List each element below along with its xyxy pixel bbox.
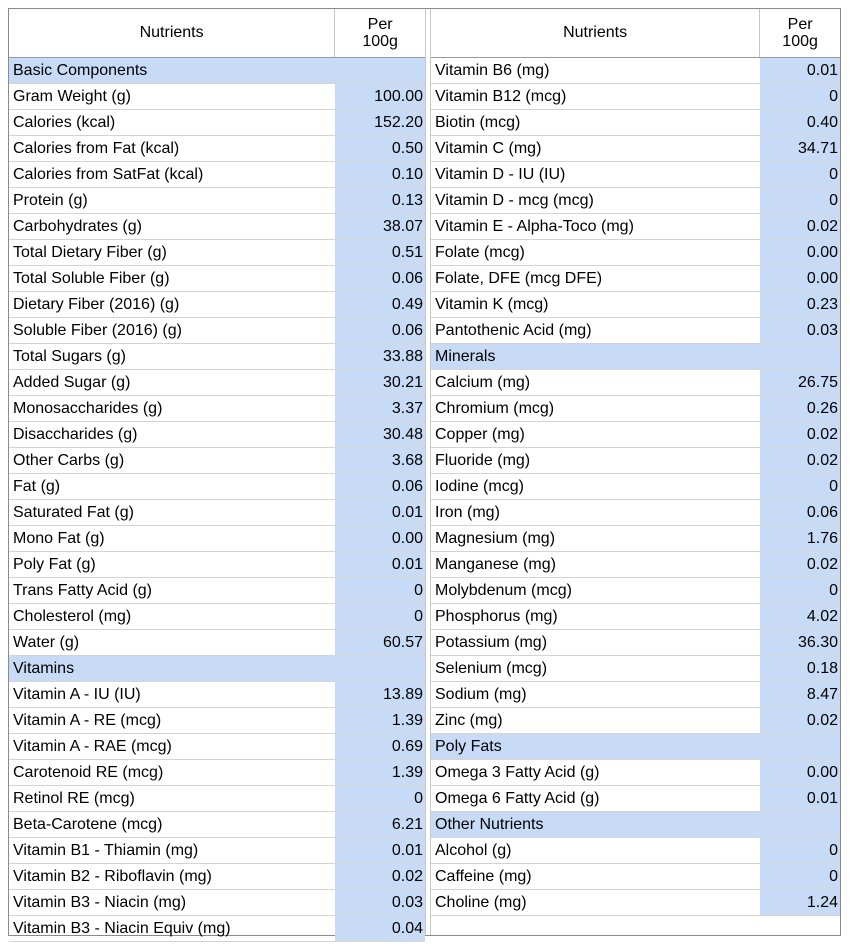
nutrient-name: Alcohol (g) xyxy=(435,841,512,859)
table-row xyxy=(9,500,425,526)
nutrient-name: Vitamin D - IU (IU) xyxy=(435,165,566,183)
section-label: Basic Components xyxy=(13,61,148,79)
section-header xyxy=(9,58,425,84)
nutrient-value: 0.23 xyxy=(760,292,840,317)
table-row xyxy=(431,604,840,630)
nutrient-name: Gram Weight (g) xyxy=(13,87,131,105)
nutrient-value: 0.02 xyxy=(760,214,840,239)
table-row xyxy=(9,162,425,188)
nutrient-value: 0.03 xyxy=(760,318,840,343)
nutrient-value: 1.39 xyxy=(335,708,425,733)
nutrient-name: Iodine (mcg) xyxy=(435,477,524,495)
nutrient-name: Poly Fat (g) xyxy=(13,555,96,573)
nutrient-name: Total Sugars (g) xyxy=(13,347,126,365)
table-row xyxy=(431,240,840,266)
nutrient-value: 4.02 xyxy=(760,604,840,629)
nutrient-name: Manganese (mg) xyxy=(435,555,556,573)
table-row xyxy=(431,110,840,136)
table-row xyxy=(9,240,425,266)
nutrient-name: Carbohydrates (g) xyxy=(13,217,142,235)
nutrient-name: Protein (g) xyxy=(13,191,88,209)
nutrient-name: Choline (mg) xyxy=(435,893,527,911)
nutrient-value: 0.02 xyxy=(760,708,840,733)
nutrient-name: Total Dietary Fiber (g) xyxy=(13,243,167,261)
table-row xyxy=(431,448,840,474)
nutrient-name: Phosphorus (mg) xyxy=(435,607,558,625)
nutrient-value: 33.88 xyxy=(335,344,425,369)
nutrient-value: 152.20 xyxy=(335,110,425,135)
nutrient-name: Beta-Carotene (mcg) xyxy=(13,815,163,833)
section-header xyxy=(431,734,840,760)
nutrient-value: 0 xyxy=(760,162,840,187)
nutrient-name: Water (g) xyxy=(13,633,80,651)
nutrient-value: 30.48 xyxy=(335,422,425,447)
section-header xyxy=(431,344,840,370)
table-row xyxy=(9,214,425,240)
section-label: Minerals xyxy=(435,347,496,365)
table-row xyxy=(9,838,425,864)
table-row xyxy=(9,916,425,942)
nutrient-value: 0.00 xyxy=(760,240,840,265)
nutrient-name: Calories from SatFat (kcal) xyxy=(13,165,204,183)
nutrient-value: 0.69 xyxy=(335,734,425,759)
nutrient-name: Vitamin A - IU (IU) xyxy=(13,685,141,703)
nutrient-name: Vitamin A - RE (mcg) xyxy=(13,711,162,729)
header-nutrients: Nutrients xyxy=(431,9,760,57)
table-row xyxy=(431,188,840,214)
table-row xyxy=(431,786,840,812)
table-row xyxy=(9,344,425,370)
table-row xyxy=(431,214,840,240)
nutrient-value: 38.07 xyxy=(335,214,425,239)
table-row xyxy=(431,84,840,110)
nutrient-name: Mono Fat (g) xyxy=(13,529,105,547)
table-row xyxy=(9,682,425,708)
nutrient-name: Chromium (mcg) xyxy=(435,399,555,417)
nutrient-value: 0.01 xyxy=(760,58,840,83)
table-row xyxy=(431,422,840,448)
nutrient-value: 0 xyxy=(335,604,425,629)
nutrient-value: 0 xyxy=(335,786,425,811)
table-row xyxy=(9,786,425,812)
nutrient-value: 13.89 xyxy=(335,682,425,707)
table-row xyxy=(9,292,425,318)
nutrient-value: 0.49 xyxy=(335,292,425,317)
nutrient-value: 0.06 xyxy=(760,500,840,525)
nutrient-name: Folate (mcg) xyxy=(435,243,525,261)
nutrient-value: 0.01 xyxy=(760,786,840,811)
nutrient-name: Monosaccharides (g) xyxy=(13,399,163,417)
table-row xyxy=(9,266,425,292)
table-row xyxy=(431,136,840,162)
nutrient-value: 3.37 xyxy=(335,396,425,421)
nutrient-name: Biotin (mcg) xyxy=(435,113,521,131)
nutrient-value: 8.47 xyxy=(760,682,840,707)
table-row xyxy=(431,396,840,422)
table-row xyxy=(431,292,840,318)
right-column xyxy=(431,9,840,935)
header-nutrients: Nutrients xyxy=(9,9,335,57)
nutrient-name: Vitamin B2 - Riboflavin (mg) xyxy=(13,867,212,885)
nutrient-value: 0.01 xyxy=(335,552,425,577)
nutrient-value: 0 xyxy=(760,838,840,863)
nutrient-name: Vitamin K (mcg) xyxy=(435,295,549,313)
left-rows xyxy=(9,58,425,942)
nutrient-name: Vitamin A - RAE (mcg) xyxy=(13,737,172,755)
nutrient-name: Folate, DFE (mcg DFE) xyxy=(435,269,603,287)
nutrient-name: Calories from Fat (kcal) xyxy=(13,139,180,157)
nutrient-name: Omega 6 Fatty Acid (g) xyxy=(435,789,600,807)
nutrient-name: Fluoride (mg) xyxy=(435,451,531,469)
table-row xyxy=(9,734,425,760)
table-row xyxy=(9,370,425,396)
section-label: Vitamins xyxy=(13,659,75,677)
table-row xyxy=(431,58,840,84)
nutrient-value: 0 xyxy=(760,84,840,109)
nutrient-value: 0.02 xyxy=(760,422,840,447)
table-row xyxy=(431,500,840,526)
nutrient-name: Zinc (mg) xyxy=(435,711,503,729)
table-row xyxy=(431,890,840,916)
nutrient-value: 34.71 xyxy=(760,136,840,161)
nutrient-name: Disaccharides (g) xyxy=(13,425,138,443)
nutrient-name: Molybdenum (mcg) xyxy=(435,581,572,599)
nutrient-value: 3.68 xyxy=(335,448,425,473)
nutrient-value: 0.10 xyxy=(335,162,425,187)
nutrient-name: Added Sugar (g) xyxy=(13,373,131,391)
nutrient-name: Retinol RE (mcg) xyxy=(13,789,135,807)
table-row xyxy=(9,604,425,630)
table-row xyxy=(431,318,840,344)
nutrient-name: Vitamin E - Alpha-Toco (mg) xyxy=(435,217,634,235)
table-row xyxy=(9,552,425,578)
table-row xyxy=(431,864,840,890)
nutrient-name: Cholesterol (mg) xyxy=(13,607,132,625)
nutrient-value: 1.76 xyxy=(760,526,840,551)
nutrient-value: 0.03 xyxy=(335,890,425,915)
nutrient-value: 1.39 xyxy=(335,760,425,785)
table-row xyxy=(9,890,425,916)
nutrient-name: Soluble Fiber (2016) (g) xyxy=(13,321,182,339)
table-row xyxy=(9,578,425,604)
nutrient-value: 1.24 xyxy=(760,890,840,915)
nutrient-value: 0.26 xyxy=(760,396,840,421)
table-row xyxy=(431,708,840,734)
nutrient-name: Fat (g) xyxy=(13,477,61,495)
nutrient-name: Potassium (mg) xyxy=(435,633,548,651)
nutrient-name: Vitamin B3 - Niacin Equiv (mg) xyxy=(13,919,231,937)
nutrient-name: Omega 3 Fatty Acid (g) xyxy=(435,763,600,781)
nutrient-name: Other Carbs (g) xyxy=(13,451,125,469)
table-row xyxy=(9,526,425,552)
table-row xyxy=(9,318,425,344)
nutrient-name: Iron (mg) xyxy=(435,503,500,521)
nutrient-value: 6.21 xyxy=(335,812,425,837)
nutrient-table xyxy=(8,8,841,936)
section-header xyxy=(431,812,840,838)
header-per-100g: Per 100g xyxy=(782,16,818,50)
nutrient-value: 0.01 xyxy=(335,500,425,525)
table-row xyxy=(431,682,840,708)
nutrient-value: 0.00 xyxy=(760,266,840,291)
table-row xyxy=(9,396,425,422)
nutrient-name: Calcium (mg) xyxy=(435,373,531,391)
nutrient-value: 0.00 xyxy=(760,760,840,785)
table-row xyxy=(9,474,425,500)
nutrient-value: 0.13 xyxy=(335,188,425,213)
nutrient-value: 0.06 xyxy=(335,318,425,343)
table-row xyxy=(9,422,425,448)
nutrient-name: Vitamin B12 (mcg) xyxy=(435,87,567,105)
nutrient-value: 0.02 xyxy=(335,864,425,889)
table-row xyxy=(431,656,840,682)
nutrient-value: 0 xyxy=(760,864,840,889)
nutrient-value: 0 xyxy=(760,188,840,213)
left-column xyxy=(9,9,425,935)
section-label: Poly Fats xyxy=(435,737,502,755)
table-row xyxy=(9,812,425,838)
nutrient-name: Vitamin B3 - Niacin (mg) xyxy=(13,893,187,911)
nutrient-value: 0.40 xyxy=(760,110,840,135)
nutrient-value: 0 xyxy=(335,578,425,603)
nutrient-value: 0.02 xyxy=(760,552,840,577)
table-row xyxy=(9,136,425,162)
nutrient-value: 36.30 xyxy=(760,630,840,655)
nutrient-value: 0.06 xyxy=(335,266,425,291)
section-header xyxy=(9,656,425,682)
nutrient-name: Carotenoid RE (mcg) xyxy=(13,763,164,781)
nutrient-name: Magnesium (mg) xyxy=(435,529,556,547)
nutrient-name: Vitamin B1 - Thiamin (mg) xyxy=(13,841,199,859)
nutrient-value: 0.06 xyxy=(335,474,425,499)
table-row xyxy=(431,370,840,396)
nutrient-name: Pantothenic Acid (mg) xyxy=(435,321,592,339)
table-row xyxy=(431,526,840,552)
table-row xyxy=(9,188,425,214)
section-label: Other Nutrients xyxy=(435,815,544,833)
table-row xyxy=(9,84,425,110)
nutrient-value: 0 xyxy=(760,578,840,603)
nutrient-name: Dietary Fiber (2016) (g) xyxy=(13,295,180,313)
table-row xyxy=(9,630,425,656)
nutrient-name: Trans Fatty Acid (g) xyxy=(13,581,152,599)
table-row xyxy=(431,630,840,656)
nutrient-name: Caffeine (mg) xyxy=(435,867,532,885)
header-per-100g: Per 100g xyxy=(362,16,398,50)
table-row xyxy=(9,448,425,474)
table-row xyxy=(431,474,840,500)
table-row xyxy=(431,578,840,604)
table-row xyxy=(9,864,425,890)
nutrient-name: Calories (kcal) xyxy=(13,113,116,131)
table-row xyxy=(431,552,840,578)
table-row xyxy=(431,162,840,188)
nutrient-value: 0.18 xyxy=(760,656,840,681)
nutrient-name: Total Soluble Fiber (g) xyxy=(13,269,170,287)
nutrient-value: 0.00 xyxy=(335,526,425,551)
nutrient-value: 0 xyxy=(760,474,840,499)
nutrient-value: 0.04 xyxy=(335,916,425,941)
nutrient-name: Vitamin D - mcg (mcg) xyxy=(435,191,594,209)
nutrient-name: Sodium (mg) xyxy=(435,685,527,703)
table-row xyxy=(431,838,840,864)
left-header xyxy=(9,9,425,58)
nutrient-name: Selenium (mcg) xyxy=(435,659,548,677)
table-row xyxy=(431,760,840,786)
right-rows xyxy=(431,58,840,916)
nutrient-value: 30.21 xyxy=(335,370,425,395)
nutrient-value: 100.00 xyxy=(335,84,425,109)
right-header xyxy=(431,9,840,58)
nutrient-name: Copper (mg) xyxy=(435,425,525,443)
table-row xyxy=(9,760,425,786)
nutrient-name: Vitamin C (mg) xyxy=(435,139,542,157)
table-row xyxy=(431,266,840,292)
nutrient-name: Vitamin B6 (mg) xyxy=(435,61,550,79)
nutrient-value: 26.75 xyxy=(760,370,840,395)
nutrient-value: 0.51 xyxy=(335,240,425,265)
table-row xyxy=(9,110,425,136)
nutrient-value: 0.01 xyxy=(335,838,425,863)
nutrient-name: Saturated Fat (g) xyxy=(13,503,134,521)
nutrient-value: 60.57 xyxy=(335,630,425,655)
nutrient-value: 0.50 xyxy=(335,136,425,161)
nutrient-value: 0.02 xyxy=(760,448,840,473)
table-row xyxy=(9,708,425,734)
